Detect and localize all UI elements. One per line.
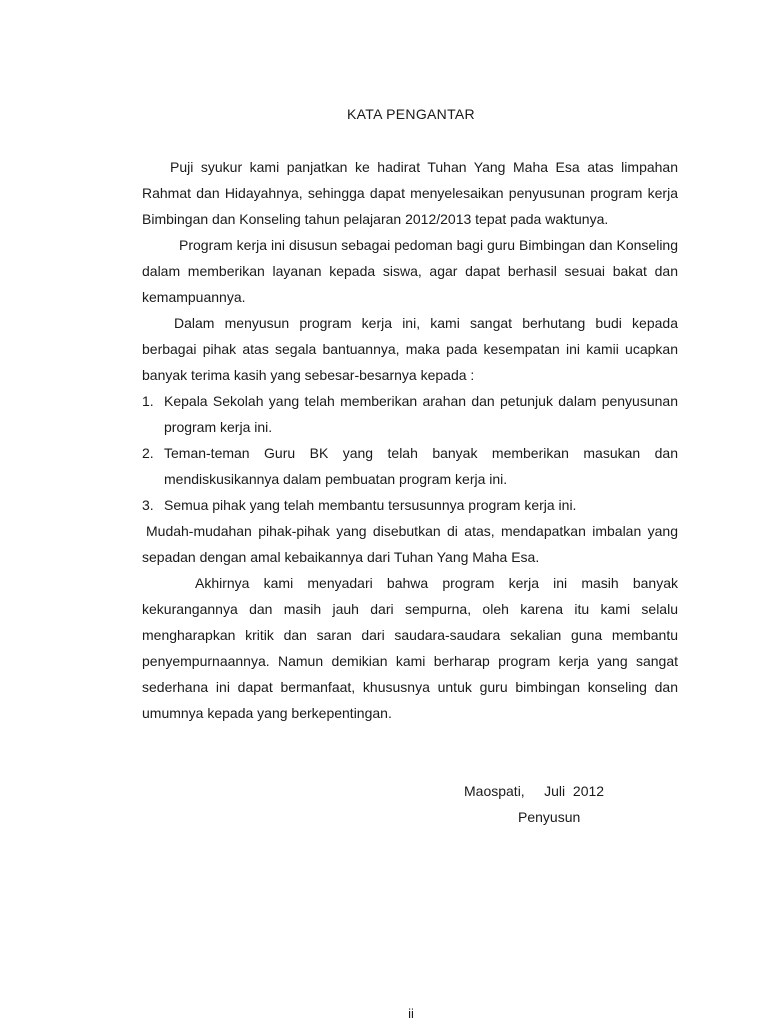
document-body <box>142 154 678 726</box>
paragraph-closing: Akhirnya kami menyadari bahwa program kerja ini masih banyak kekurangannya dan masih jauh dari sempurna, oleh karena itu kami selalu mengharapkan kritik dan saran dari saudara-saudara sekalian guna membantu penyempurnaannya. Namun demikian kami berharap program kerja yang sangat sederhana ini dapat bermanfaat, khususnya untuk guru bimbingan konseling dan umumnya kepada yang berkepentingan. <box>142 575 678 721</box>
paragraph-opening: Puji syukur kami panjatkan ke hadirat Tuhan Yang Maha Esa atas limpahan Rahmat dan Hidayahnya, sehingga dapat menyelesaikan penyusunan program kerja Bimbingan dan Konseling tahun pelajaran 2012/2013 tepat pada waktunya. <box>142 159 678 227</box>
list-item-number: 3. <box>142 497 154 513</box>
list-item <box>142 440 678 492</box>
list-item <box>142 388 678 440</box>
list-item-number: 1. <box>142 393 154 409</box>
signature-block <box>464 778 604 830</box>
thanks-list <box>142 388 678 518</box>
page-title: KATA PENGANTAR <box>347 106 475 122</box>
paragraph-purpose: Program kerja ini disusun sebagai pedoman bagi guru Bimbingan dan Konseling dalam memberikan layanan kepada siswa, agar dapat berhasil sesuai bakat dan kemampuannya. <box>142 237 678 305</box>
list-item-number: 2. <box>142 445 154 461</box>
list-item-text: Kepala Sekolah yang telah memberikan arahan dan petunjuk dalam penyusunan program kerja ini. <box>164 393 678 435</box>
paragraph-hope: Mudah-mudahan pihak-pihak yang disebutkan di atas, mendapatkan imbalan yang sepadan dengan amal kebaikannya dari Tuhan Yang Maha Esa. <box>142 523 678 565</box>
paragraph-thanks: Dalam menyusun program kerja ini, kami sangat berhutang budi kepada berbagai pihak atas segala bantuannya, maka pada kesempatan ini kamii ucapkan banyak terima kasih yang sebesar-besarnya kepada : <box>142 315 678 383</box>
list-item-text: Teman-teman Guru BK yang telah banyak memberikan masukan dan mendiskusikannya dalam pembuatan program kerja ini. <box>164 445 678 487</box>
place-date: Maospati, Juli 2012 <box>464 783 605 799</box>
author-label: Penyusun <box>518 809 581 825</box>
page-number: ii <box>408 1006 414 1021</box>
list-item-text: Semua pihak yang telah membantu tersusunnya program kerja ini. <box>164 497 577 513</box>
list-item <box>142 492 678 518</box>
